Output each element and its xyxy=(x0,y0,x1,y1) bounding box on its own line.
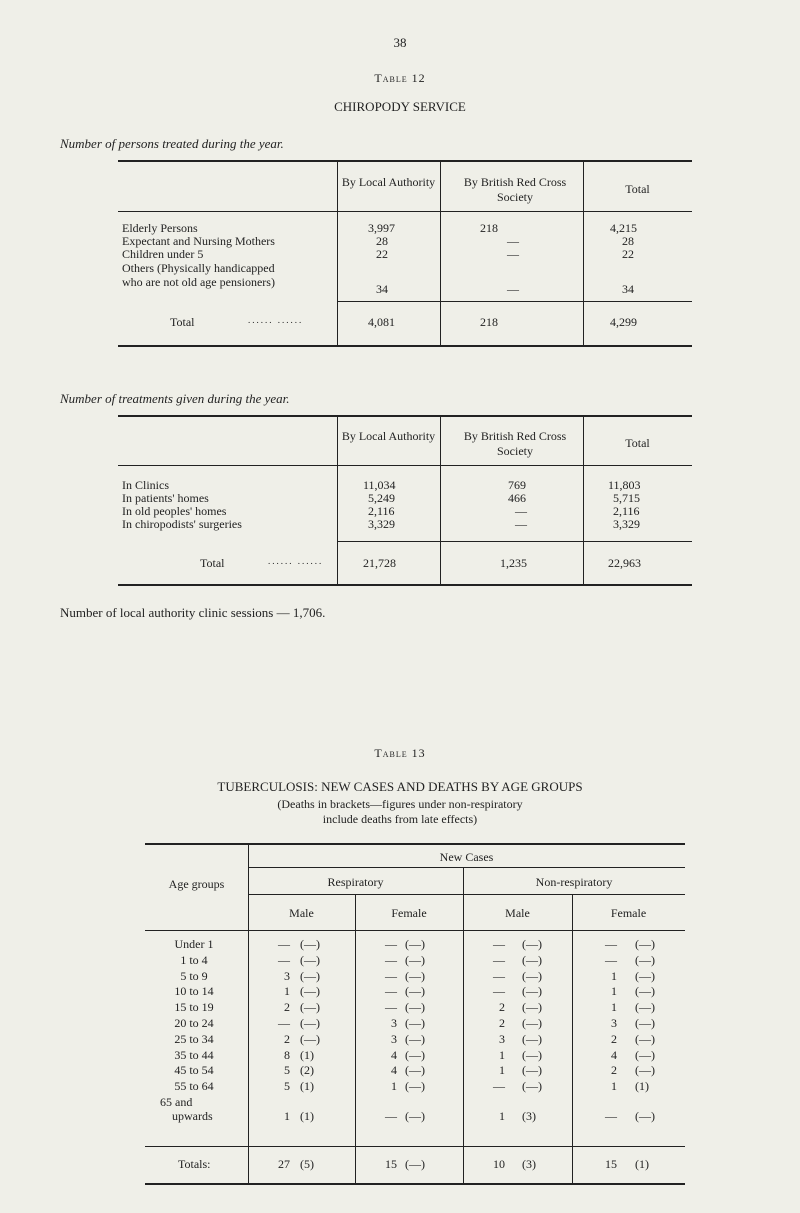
persons-row-rc: — xyxy=(507,247,519,261)
table13-title: TUBERCULOSIS: NEW CASES AND DEATHS BY AGE GROUPS xyxy=(217,779,583,794)
resp-female-header: Female xyxy=(391,906,427,920)
table12-title: CHIROPODY SERVICE xyxy=(334,99,466,114)
treatments-row-label: In patients' homes xyxy=(122,491,209,505)
resp-male-header: Male xyxy=(289,906,314,920)
tb-cell-rf: 3 xyxy=(391,1031,397,1046)
persons-row-label-cont: who are not old age pensioners) xyxy=(122,275,275,289)
tb-cell-nfd: (—) xyxy=(635,984,655,999)
treatments-row-label: In chiropodists' surgeries xyxy=(122,517,242,531)
tb-cell-rf: 4 xyxy=(391,1047,397,1062)
persons-total-la: 4,081 xyxy=(368,315,395,329)
tb-cell-rmd: (2) xyxy=(300,1063,314,1078)
nonresp-male-header: Male xyxy=(505,906,530,920)
persons-row-total: 4,215 xyxy=(610,221,637,235)
treatments-row-total: 3,329 xyxy=(613,517,640,531)
tb-cell-rmd: (—) xyxy=(300,937,320,951)
tb-cell-nm: 2 xyxy=(499,1000,505,1015)
persons-row-la: 3,997 xyxy=(368,221,395,235)
tb-cell-nm: 2 xyxy=(499,1016,505,1030)
nonresp-female-header: Female xyxy=(610,906,647,920)
tb-cell-nf: 1 xyxy=(611,968,617,983)
totals-nonresp-female: 15 xyxy=(605,1157,617,1171)
tb-cell-rmd: (—) xyxy=(300,1031,320,1046)
new-cases-header: New Cases xyxy=(439,850,494,864)
tb-cell-rmd: (1) xyxy=(300,1079,314,1094)
tb-cell-rm: — xyxy=(278,1016,290,1030)
treatments-row-total: 2,116 xyxy=(613,504,640,518)
persons-row-la: 28 xyxy=(376,234,388,248)
tb-cell-nm: 1 xyxy=(499,1109,505,1123)
tb-cell-rmd: (—) xyxy=(300,984,320,999)
age-group-label: 35 to 44 xyxy=(174,1047,214,1062)
persons-row-rc: — xyxy=(507,234,519,248)
tb-cell-nm: 1 xyxy=(499,1063,505,1078)
tb-cell-nfd: (—) xyxy=(635,952,655,967)
tb-cell-nf: 3 xyxy=(611,1016,617,1030)
totals-nonresp-male-deaths: (3) xyxy=(522,1157,536,1171)
tb-cell-nmd: (3) xyxy=(522,1109,536,1123)
tb-cell-rfd: (—) xyxy=(405,1031,425,1046)
totals-resp-female: 15 xyxy=(385,1157,397,1171)
tb-cell-nm: 3 xyxy=(499,1031,505,1046)
tb-cell-rm: 3 xyxy=(284,968,290,983)
totals-nonresp-male: 10 xyxy=(493,1157,505,1171)
tb-cell-nfd: (—) xyxy=(635,1063,655,1078)
tb-cell-nm: — xyxy=(493,984,505,999)
age-group-label: 55 to 64 xyxy=(174,1079,214,1094)
treatments-caption: Number of treatments given during the year. xyxy=(60,391,290,406)
tb-cell-nmd: (—) xyxy=(522,1031,542,1046)
tb-cell-rm: — xyxy=(278,952,290,967)
sessions-note: Number of local authority clinic sessions — 1,706. xyxy=(60,605,326,620)
tb-cell-nfd: (—) xyxy=(635,1109,655,1123)
totals-label: Totals: xyxy=(178,1157,211,1171)
totals-resp-male-deaths: (5) xyxy=(300,1157,314,1171)
persons-row-rc: 218 xyxy=(480,221,498,235)
totals-nonresp-female-deaths: (1) xyxy=(635,1157,649,1171)
tb-cell-nm: — xyxy=(493,952,505,967)
tb-cell-rf: — xyxy=(385,968,397,983)
persons-row-total: 22 xyxy=(622,247,634,261)
table13-subtitle-1: (Deaths in brackets—figures under non-respiratory xyxy=(277,797,523,811)
treatments-total-rc: 1,235 xyxy=(500,556,527,570)
age-group-label: 20 to 24 xyxy=(174,1016,214,1030)
tb-cell-nfd: (—) xyxy=(635,1016,655,1030)
tb-cell-rmd: (1) xyxy=(300,1047,314,1062)
persons-row-label: Expectant and Nursing Mothers xyxy=(122,234,275,248)
persons-row-label: Children under 5 xyxy=(122,247,204,261)
tb-cell-rf: — xyxy=(385,937,397,951)
age-group-label: 45 to 54 xyxy=(174,1063,214,1078)
tb-cell-nf: 2 xyxy=(611,1063,617,1078)
table12-label: Table 12 xyxy=(374,71,426,85)
tb-cell-nmd: (—) xyxy=(522,1063,542,1078)
tb-cell-rf: — xyxy=(385,1000,397,1015)
tb-cell-rm: 5 xyxy=(284,1079,290,1094)
respiratory-header: Respiratory xyxy=(327,875,384,889)
tb-cell-rfd: (—) xyxy=(405,937,425,951)
tb-cell-nfd: (—) xyxy=(635,1031,655,1046)
tb-cell-rmd: (—) xyxy=(300,968,320,983)
table13-subtitle-2: include deaths from late effects) xyxy=(322,812,478,826)
persons-row-la: 34 xyxy=(376,282,388,296)
tb-cell-nf: — xyxy=(605,952,617,967)
tb-cell-nmd: (—) xyxy=(522,984,542,999)
treatments-row-rc: — xyxy=(515,517,527,531)
tb-cell-nm: 1 xyxy=(499,1047,505,1062)
treatments-header-total: Total xyxy=(625,436,650,450)
tb-cell-rm: 2 xyxy=(284,1031,290,1046)
tb-cell-nf: 2 xyxy=(611,1031,617,1046)
tb-cell-rmd: (—) xyxy=(300,1000,320,1015)
tb-cell-rf: 1 xyxy=(391,1079,397,1094)
tb-cell-nf: 4 xyxy=(611,1047,617,1062)
tb-cell-nfd: (1) xyxy=(635,1079,649,1094)
persons-row-total: 28 xyxy=(622,234,634,248)
persons-row-la: 22 xyxy=(376,247,388,261)
age-group-label: Under 1 xyxy=(174,937,214,951)
treatments-row-la: 2,116 xyxy=(368,504,395,518)
tb-cell-nf: 1 xyxy=(611,984,617,999)
persons-total-label: Total xyxy=(170,315,195,329)
persons-total-total: 4,299 xyxy=(610,315,637,329)
age-group-label: 65 and xyxy=(160,1095,193,1109)
tb-cell-nf: — xyxy=(605,1109,617,1123)
treatments-row-rc: 466 xyxy=(508,491,526,505)
tb-cell-rm: 1 xyxy=(284,1109,290,1123)
persons-row-label: Elderly Persons xyxy=(122,221,198,235)
treatments-header-rc: By British Red Cross Society xyxy=(463,429,567,458)
tb-cell-rfd: (—) xyxy=(405,1000,425,1015)
tb-cell-nmd: (—) xyxy=(522,1000,542,1015)
tb-cell-rfd: (—) xyxy=(405,968,425,983)
tb-cell-rf: 3 xyxy=(391,1016,397,1030)
treatments-row-total: 5,715 xyxy=(613,491,640,505)
persons-total-rc: 218 xyxy=(480,315,498,329)
leader-dots: ...... ...... xyxy=(268,556,324,566)
treatments-row-la: 3,329 xyxy=(368,517,395,531)
tb-cell-nmd: (—) xyxy=(522,1079,542,1094)
treatments-header-la: By Local Authority xyxy=(341,429,436,443)
tb-cell-nmd: (—) xyxy=(522,1047,542,1062)
tb-cell-nf: — xyxy=(605,937,617,951)
persons-row-rc: — xyxy=(507,282,519,296)
tb-cell-rmd: (—) xyxy=(300,1016,320,1030)
treatments-row-rc: — xyxy=(515,504,527,518)
age-group-label-cont: upwards xyxy=(172,1109,213,1123)
age-group-label: 1 to 4 xyxy=(180,952,208,967)
tb-cell-nf: 1 xyxy=(611,1000,617,1015)
tb-cell-nm: — xyxy=(493,937,505,951)
age-group-label: 15 to 19 xyxy=(174,1000,214,1015)
tb-cell-rm: — xyxy=(278,937,290,951)
treatments-row-rc: 769 xyxy=(508,478,526,492)
tb-cell-rfd: (—) xyxy=(405,984,425,999)
tb-cell-rf: 4 xyxy=(391,1063,397,1078)
table13-label: Table 13 xyxy=(374,746,426,760)
tb-cell-rfd: (—) xyxy=(405,952,425,967)
non-respiratory-header: Non-respiratory xyxy=(535,875,613,889)
tb-cell-nfd: (—) xyxy=(635,1000,655,1015)
tb-cell-rf: — xyxy=(385,952,397,967)
tb-cell-nm: — xyxy=(493,1079,505,1094)
persons-header-total: Total xyxy=(625,182,650,196)
treatments-row-la: 11,034 xyxy=(363,478,396,492)
tb-cell-nm: — xyxy=(493,968,505,983)
persons-caption: Number of persons treated during the year. xyxy=(60,136,284,151)
tb-cell-nmd: (—) xyxy=(522,968,542,983)
tb-cell-nfd: (—) xyxy=(635,968,655,983)
treatments-total-total: 22,963 xyxy=(608,556,641,570)
age-groups-header: Age groups xyxy=(168,877,225,891)
tb-cell-rmd: (—) xyxy=(300,952,320,967)
tb-cell-rfd: (—) xyxy=(405,1109,425,1123)
tb-cell-nmd: (—) xyxy=(522,1016,542,1030)
persons-row-label: Others (Physically handicapped xyxy=(122,261,275,275)
tb-cell-rf: — xyxy=(385,984,397,999)
tb-cell-nmd: (—) xyxy=(522,937,542,951)
tb-cell-rf: — xyxy=(385,1109,397,1123)
tb-cell-rm: 5 xyxy=(284,1063,290,1078)
tb-cell-rfd: (—) xyxy=(405,1047,425,1062)
age-group-label: 10 to 14 xyxy=(174,984,214,999)
tb-cell-nfd: (—) xyxy=(635,937,655,951)
age-group-label: 5 to 9 xyxy=(180,968,208,983)
age-group-label: 25 to 34 xyxy=(174,1031,214,1046)
totals-resp-female-deaths: (—) xyxy=(405,1157,425,1171)
tb-cell-rmd: (1) xyxy=(300,1109,314,1123)
tb-cell-rm: 8 xyxy=(284,1047,290,1062)
leader-dots: ...... ...... xyxy=(248,315,304,325)
persons-header-rc: By British Red Cross Society xyxy=(463,175,567,204)
tb-cell-rfd: (—) xyxy=(405,1079,425,1094)
persons-header-la: By Local Authority xyxy=(341,175,436,189)
tb-cell-nfd: (—) xyxy=(635,1047,655,1062)
treatments-row-label: In Clinics xyxy=(122,478,169,492)
totals-resp-male: 27 xyxy=(278,1157,290,1171)
treatments-total-la: 21,728 xyxy=(363,556,396,570)
tb-cell-rfd: (—) xyxy=(405,1063,425,1078)
tb-cell-rm: 1 xyxy=(284,984,290,999)
treatments-total-label: Total xyxy=(200,556,225,570)
tb-cell-nmd: (—) xyxy=(522,952,542,967)
treatments-row-la: 5,249 xyxy=(368,491,395,505)
tb-cell-rfd: (—) xyxy=(405,1016,425,1030)
treatments-row-total: 11,803 xyxy=(608,478,641,492)
treatments-row-label: In old peoples' homes xyxy=(122,504,227,518)
tb-cell-rm: 2 xyxy=(284,1000,290,1015)
persons-row-total: 34 xyxy=(622,282,634,296)
tb-cell-nf: 1 xyxy=(611,1079,617,1094)
page-number: 38 xyxy=(393,35,407,50)
